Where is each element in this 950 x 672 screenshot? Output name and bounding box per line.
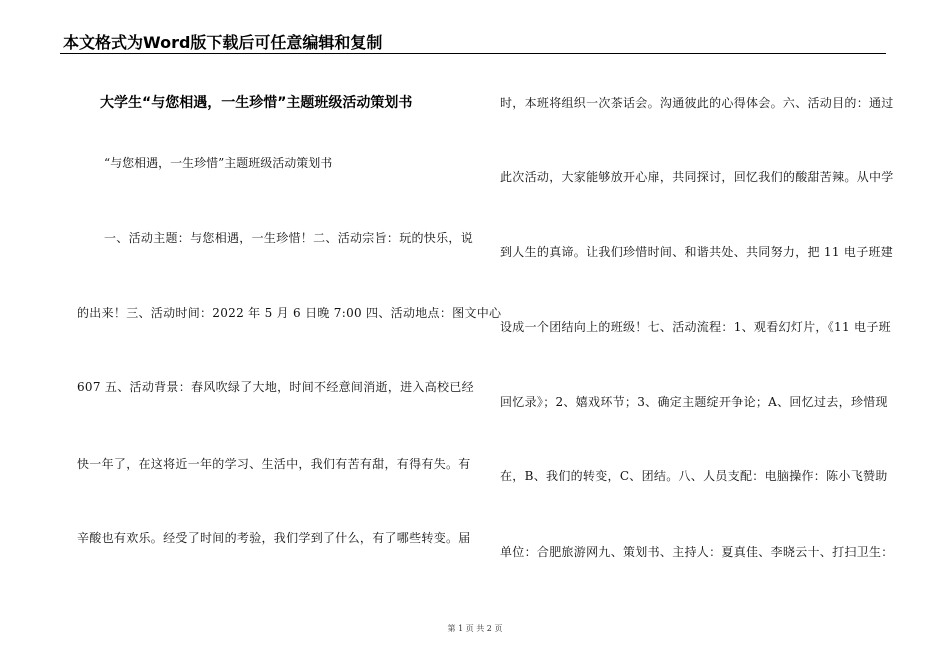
left-text-line: 的出来！三、活动时间：2022 年 5 月 6 日晚 7:00 四、活动地点：图文中心 bbox=[77, 306, 502, 320]
left-text-line: 607 五、活动背景：春风吹绿了大地，时间不经意间消逝，进入高校已经 bbox=[77, 380, 474, 394]
document-title: 大学生“与您相遇，一生珍惜”主题班级活动策划书 bbox=[100, 95, 413, 111]
document-subtitle: “与您相遇，一生珍惜”主题班级活动策划书 bbox=[104, 156, 333, 170]
right-text-line: 设成一个团结向上的班级！七、活动流程：1、观看幻灯片，《11 电子班 bbox=[500, 320, 891, 334]
page-number: 第 1 页 共 2 页 bbox=[447, 624, 503, 633]
right-text-line: 此次活动，大家能够放开心扉，共同探讨，回忆我们的酸甜苦辣。从中学 bbox=[500, 170, 894, 184]
right-text-line: 回忆录》；2、嬉戏环节；3、确定主题绽开争论；A、回忆过去，珍惜现 bbox=[500, 395, 888, 409]
right-text-line: 到人生的真谛。让我们珍惜时间、和谐共处、共同努力，把 11 电子班建 bbox=[500, 245, 894, 259]
left-text-line: 一、活动主题：与您相遇，一生珍惜！二、活动宗旨：玩的快乐，说 bbox=[104, 231, 474, 245]
right-text-line: 时，本班将组织一次茶话会。沟通彼此的心得体会。六、活动目的：通过 bbox=[500, 96, 894, 110]
left-text-line: 辛酸也有欢乐。经受了时间的考验，我们学到了什么，有了哪些转变。届 bbox=[77, 531, 471, 545]
header-divider bbox=[60, 53, 886, 54]
right-text-line: 在，B、我们的转变，C、团结。八、人员支配：电脑操作：陈小飞赞助 bbox=[500, 469, 888, 483]
document-header: 本文格式为Word版下载后可任意编辑和复制 bbox=[63, 33, 383, 52]
left-text-line: 快一年了，在这将近一年的学习、生活中，我们有苦有甜，有得有失。有 bbox=[77, 457, 471, 471]
right-text-line: 单位：合肥旅游网九、策划书、主持人：夏真佳、李晓云十、打扫卫生： bbox=[500, 545, 894, 559]
